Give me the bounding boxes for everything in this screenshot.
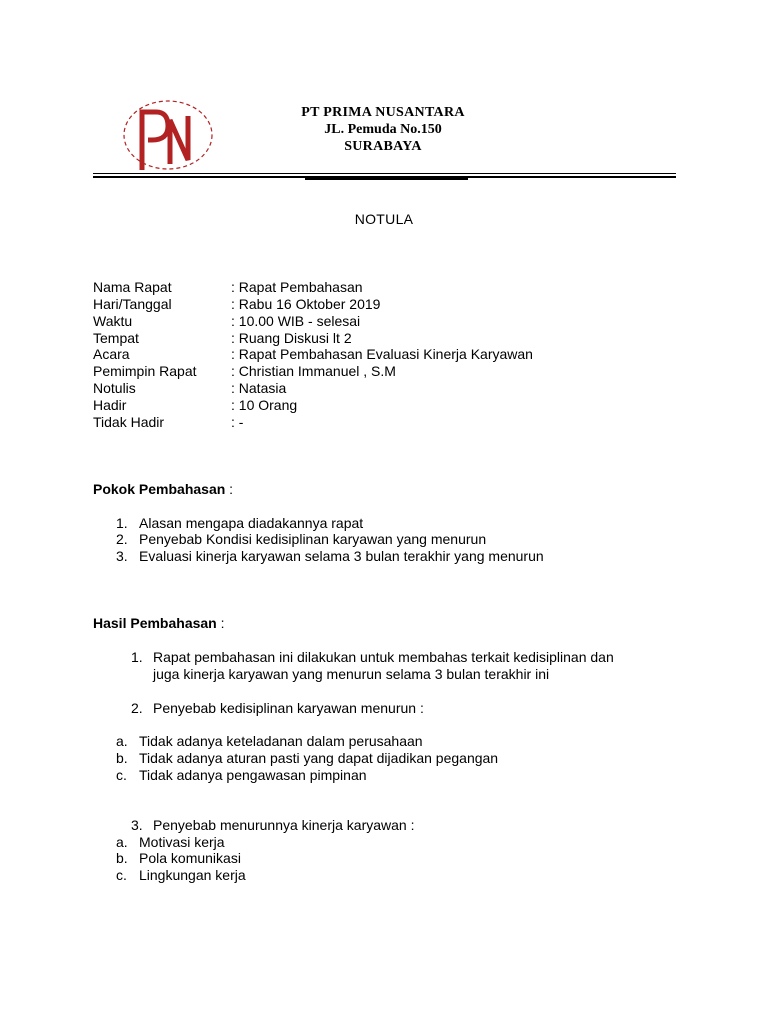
section-heading-text: Pokok Pembahasan: [93, 481, 226, 497]
sub-list-item: Pola komunikasi: [139, 850, 241, 866]
list-item: Penyebab menurunnya kinerja karyawan :: [153, 817, 415, 833]
list-number: 2.: [131, 700, 143, 716]
sub-list-letter: b.: [116, 850, 128, 866]
sub-list-letter: b.: [116, 750, 128, 766]
list-item: Rapat pembahasan ini dilakukan untuk membahas terkait kedisiplinan dan: [153, 649, 614, 665]
company-city: SURABAYA: [344, 139, 422, 154]
list-number: 1.: [131, 649, 143, 665]
list-item: Penyebab Kondisi kedisiplinan karyawan yang menurun: [139, 531, 487, 547]
info-label: Hadir: [93, 397, 127, 413]
list-number: 1.: [116, 515, 128, 531]
info-label: Nama Rapat: [93, 279, 172, 295]
info-value: : -: [231, 414, 244, 430]
sub-list-item: Motivasi kerja: [139, 834, 225, 850]
list-item-continuation: juga kinerja karyawan yang menurun selama 3 bulan terakhir ini: [153, 666, 550, 682]
info-value: : Rapat Pembahasan: [231, 279, 363, 295]
section-heading-suffix: :: [225, 481, 234, 497]
company-logo-icon: [122, 98, 214, 176]
list-item: Alasan mengapa diadakannya rapat: [139, 515, 364, 531]
list-item: Evaluasi kinerja karyawan selama 3 bulan terakhir yang menurun: [139, 548, 544, 564]
info-value: : Rabu 16 Oktober 2019: [231, 296, 381, 312]
sub-list-letter: a.: [116, 834, 128, 850]
info-label: Hari/Tanggal: [93, 296, 172, 312]
info-label: Waktu: [93, 313, 133, 329]
info-label: Acara: [93, 346, 130, 362]
sub-list-letter: a.: [116, 733, 128, 749]
sub-list-item: Tidak adanya keteladanan dalam perusahaan: [139, 733, 423, 749]
sub-list-item: Lingkungan kerja: [139, 867, 246, 883]
info-label: Tidak Hadir: [93, 414, 165, 430]
info-value: : 10 Orang: [231, 397, 298, 413]
info-value: : Natasia: [231, 380, 287, 396]
section-heading-hasil: [93, 615, 225, 632]
document-title: NOTULA: [354, 211, 414, 227]
info-label: Pemimpin Rapat: [93, 363, 197, 379]
list-number: 3.: [116, 548, 128, 564]
info-label: Tempat: [93, 330, 139, 346]
info-value: : Christian Immanuel , S.M: [231, 363, 396, 379]
sub-list-item: Tidak adanya pengawasan pimpinan: [139, 767, 367, 783]
list-number: 2.: [116, 531, 128, 547]
header-divider-center: [305, 178, 468, 180]
sub-list-item: Tidak adanya aturan pasti yang dapat dijadikan pegangan: [139, 750, 499, 766]
sub-list-letter: c.: [116, 767, 127, 783]
section-heading-pokok: [93, 481, 233, 498]
info-value: : 10.00 WIB - selesai: [231, 313, 361, 329]
info-label: Notulis: [93, 380, 136, 396]
list-number: 3.: [131, 817, 143, 833]
info-value: : Ruang Diskusi lt 2: [231, 330, 352, 346]
section-heading-text: Hasil Pembahasan: [93, 615, 217, 631]
section-heading-suffix: :: [216, 615, 225, 631]
sub-list-letter: c.: [116, 867, 127, 883]
header-divider: [93, 173, 676, 174]
company-address: JL. Pemuda No.150: [324, 122, 442, 137]
list-item: Penyebab kedisiplinan karyawan menurun :: [153, 700, 424, 716]
company-name: PT PRIMA NUSANTARA: [301, 105, 465, 120]
info-value: : Rapat Pembahasan Evaluasi Kinerja Karyawan: [231, 346, 533, 362]
